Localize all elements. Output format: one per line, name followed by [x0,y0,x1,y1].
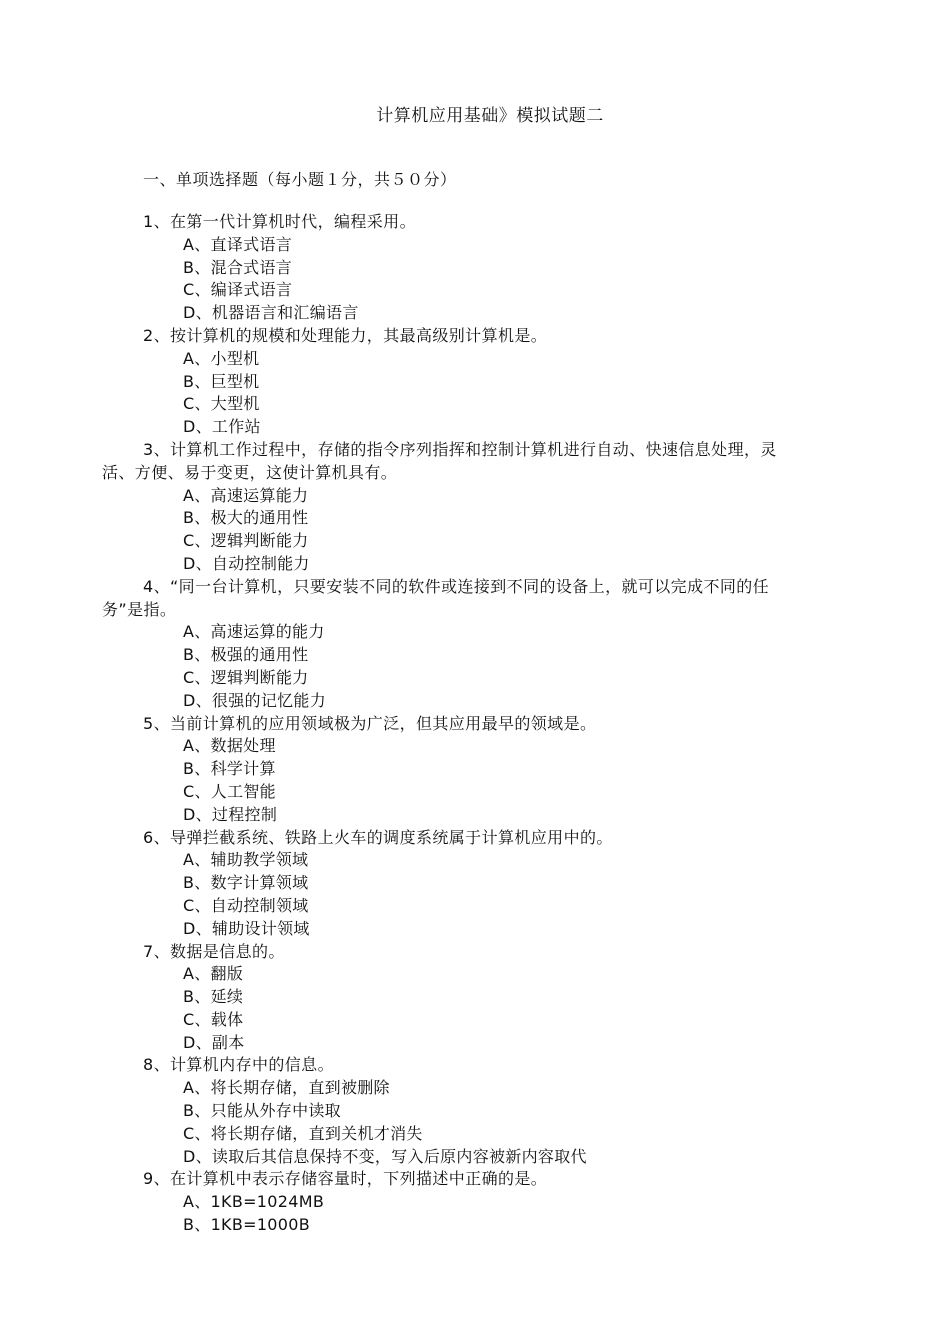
answer-option: A、将长期存储，直到被删除 [183,1078,390,1098]
question-stem: 5、当前计算机的应用领域极为广泛，但其应用最早的领域是。 [143,713,597,733]
option-list [102,485,802,576]
answer-option: A、辅助教学领域 [183,850,309,870]
question-stem: 6、导弹拦截系统、铁路上火车的调度系统属于计算机应用中的。 [143,827,613,847]
answer-option: B、极大的通用性 [183,508,309,528]
question-stem: 9、在计算机中表示存储容量时，下列描述中正确的是。 [143,1169,548,1189]
answer-option: B、1KB=1000B [183,1215,311,1235]
question-stem: 3、计算机工作过程中，存储的指令序列指挥和控制计算机进行自动、快速信息处理，灵活、方便、易于变更，这使计算机具有。 [102,439,777,482]
answer-option: C、自动控制领域 [183,895,309,915]
question-item [102,713,802,827]
answer-option: A、高速运算能力 [183,485,309,505]
answer-option: C、逻辑判断能力 [183,667,309,687]
option-list [102,849,802,940]
answer-option: A、小型机 [183,348,260,368]
question-stem: 2、按计算机的规模和处理能力，其最高级别计算机是。 [143,325,548,345]
question-item [102,439,802,576]
option-list [102,348,802,439]
answer-option: C、大型机 [183,394,260,414]
question-stem: 1、在第一代计算机时代，编程采用。 [143,212,416,231]
option-list [102,1191,802,1237]
answer-option: C、人工智能 [183,781,276,801]
answer-option: B、科学计算 [183,759,276,779]
answer-option: A、数据处理 [183,736,276,756]
question-item [102,211,802,325]
answer-option: B、数字计算领域 [183,873,309,893]
answer-option: A、高速运算的能力 [183,622,325,642]
answer-option: C、编译式语言 [183,280,293,300]
question-list [102,211,802,1237]
question-stem: 7、数据是信息的。 [143,941,285,961]
answer-option: B、巨型机 [183,371,260,391]
answer-option: D、读取后其信息保持不变，写入后原内容被新内容取代 [183,1146,587,1166]
answer-option: C、将长期存储，直到关机才消失 [183,1123,423,1143]
answer-option: A、翻版 [183,964,244,984]
answer-option: C、载体 [183,1009,244,1029]
answer-option: D、很强的记忆能力 [183,690,327,710]
question-stem: 4、“同一台计算机，只要安装不同的软件或连接到不同的设备上，就可以完成不同的任务”是指。 [102,576,770,619]
question-item [102,1054,802,1168]
answer-option: A、直译式语言 [183,234,293,254]
question-item [102,576,802,713]
option-list [102,1077,802,1168]
document-title: 计算机应用基础》模拟试题二 [376,106,604,126]
answer-option: B、延续 [183,987,244,1007]
option-list [102,735,802,826]
answer-option: B、只能从外存中读取 [183,1101,341,1121]
answer-option: B、混合式语言 [183,257,293,277]
question-stem: 8、计算机内存中的信息。 [143,1055,334,1075]
answer-option: D、自动控制能力 [183,553,310,573]
question-item [102,941,802,1055]
answer-option: D、机器语言和汇编语言 [183,303,359,323]
answer-option: D、副本 [183,1032,245,1052]
question-item [102,827,802,941]
question-item [102,325,802,439]
answer-option: B、极强的通用性 [183,645,309,665]
option-list [102,234,802,325]
answer-option: C、逻辑判断能力 [183,531,309,551]
option-list [102,621,802,712]
answer-option: D、过程控制 [183,804,278,824]
section-heading: 一、单项选择题（每小题１分，共５０分） [143,170,457,189]
question-item [102,1168,802,1236]
answer-option: D、辅助设计领域 [183,918,310,938]
option-list [102,963,802,1054]
answer-option: A、1KB=1024MB [183,1192,325,1212]
answer-option: D、工作站 [183,417,261,437]
